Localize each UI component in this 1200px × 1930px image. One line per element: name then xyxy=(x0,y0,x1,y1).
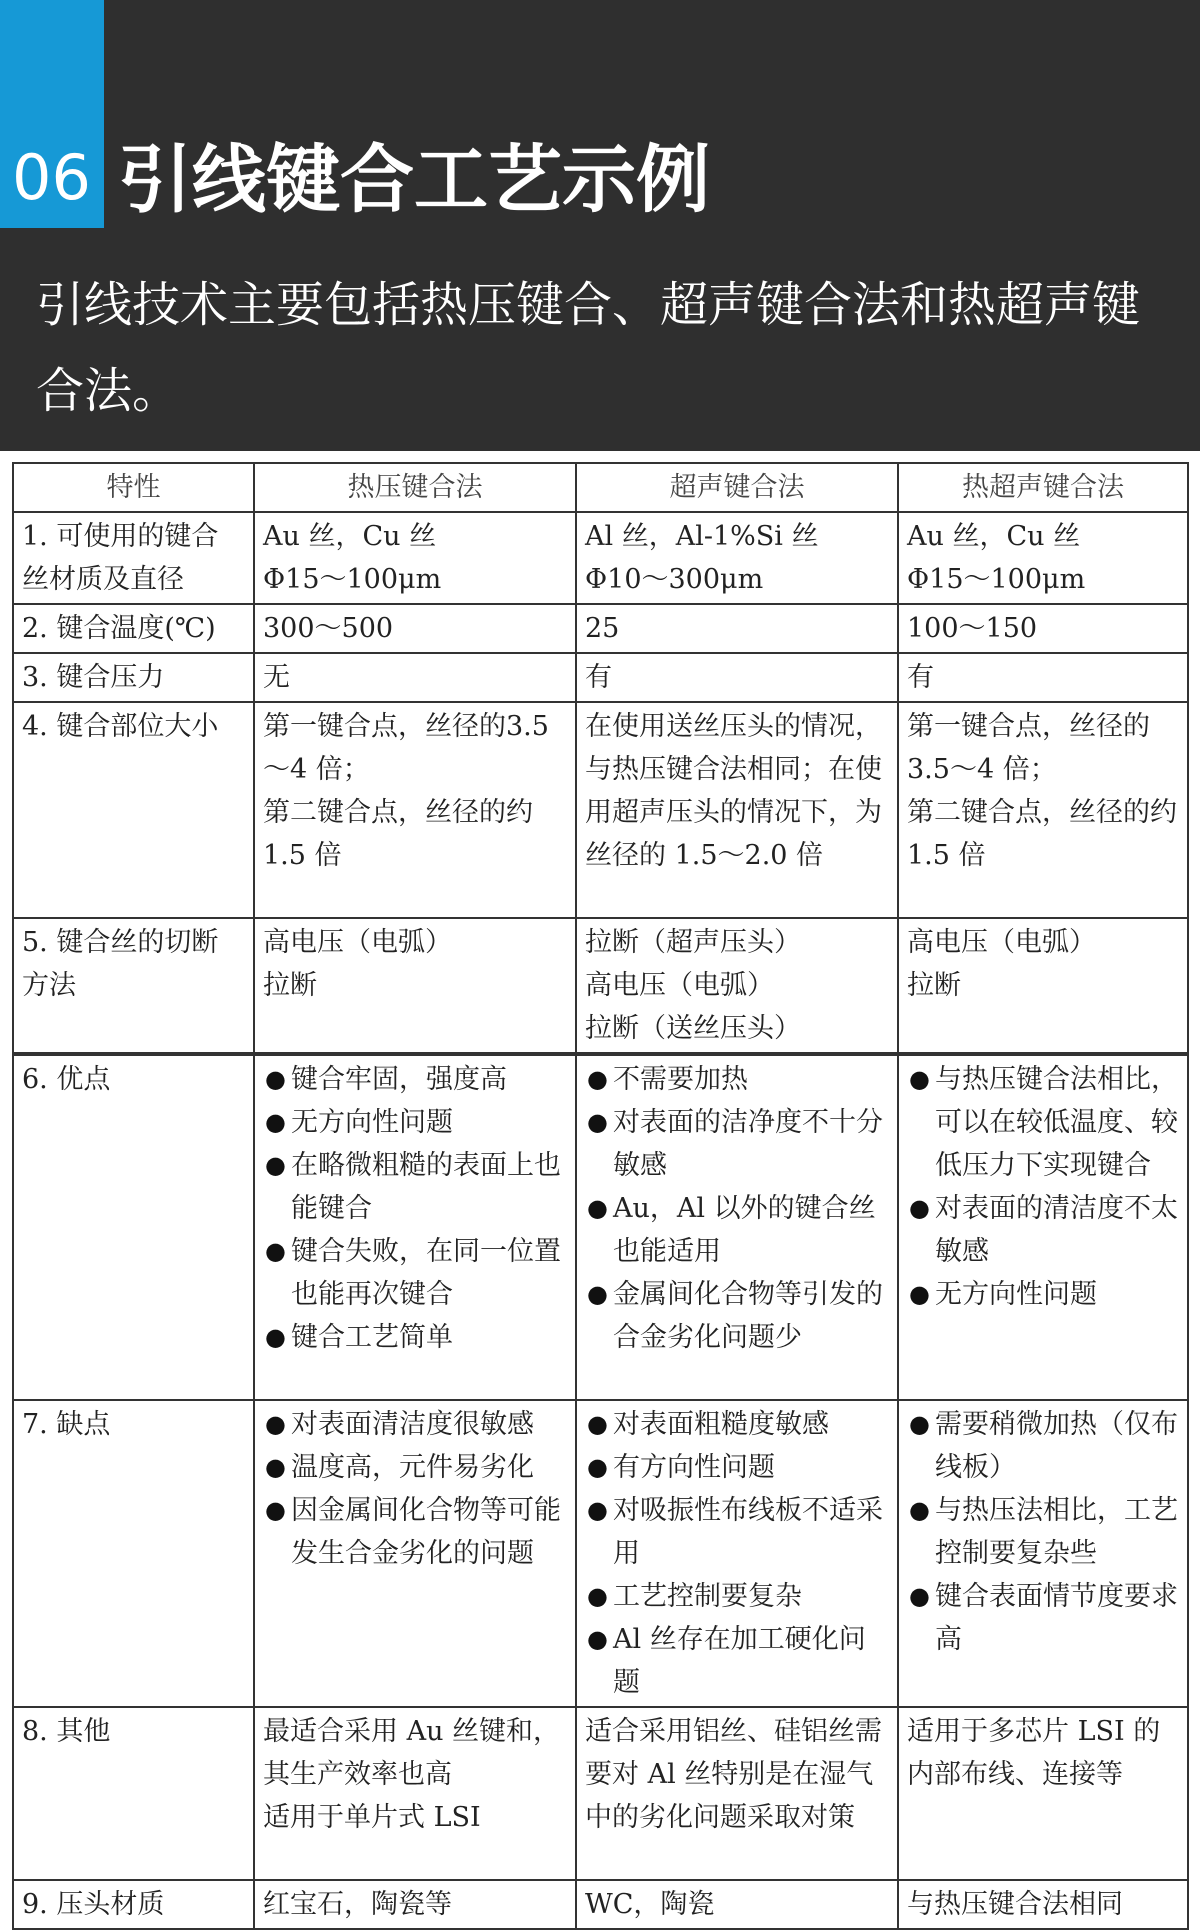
row-label: 4. 键合部位大小 xyxy=(13,702,254,918)
cell-thermosonic: 高电压（电弧） 拉断 xyxy=(898,918,1188,1054)
cell-thermocompression: 高电压（电弧） 拉断 xyxy=(254,918,576,1054)
cell-thermosonic: 有 xyxy=(898,653,1188,702)
list-item: ● Al 丝存在加工硬化问题 xyxy=(613,1618,889,1704)
cell-thermosonic: 第一键合点，丝径的3.5～4 倍； 第二键合点，丝径的约 1.5 倍 xyxy=(898,702,1188,918)
cell-thermocompression xyxy=(254,1400,576,1707)
row-label: 8. 其他 xyxy=(13,1707,254,1880)
list-item: ● 键合表面情节度要求高 xyxy=(935,1575,1179,1661)
cell-thermosonic xyxy=(898,1400,1188,1707)
header-cell-thermocompression: 热压键合法 xyxy=(254,463,576,512)
cell-thermosonic: 适用于多芯片 LSI 的内部布线、连接等 xyxy=(898,1707,1188,1880)
row-label: 9. 压头材质 xyxy=(13,1880,254,1929)
bullet-list xyxy=(263,1403,567,1575)
row-label: 6. 优点 xyxy=(13,1054,254,1400)
cell-thermocompression: 300～500 xyxy=(254,604,576,653)
table-row xyxy=(13,1880,1188,1929)
intro-text: 引线技术主要包括热压键合、超声键合法和热超声键合法。 xyxy=(36,277,1141,419)
cell-thermocompression: Au 丝，Cu 丝 Φ15～100μm xyxy=(254,512,576,604)
header-banner xyxy=(0,0,1200,451)
cell-ultrasonic: 拉断（超声压头） 高电压（电弧） 拉断（送丝压头） xyxy=(576,918,898,1054)
cell-thermosonic xyxy=(898,1054,1188,1400)
list-item: ● 在略微粗糙的表面上也能键合 xyxy=(291,1144,567,1230)
list-item: ● 因金属间化合物等可能发生合金劣化的问题 xyxy=(291,1489,567,1575)
cell-thermocompression: 最适合采用 Au 丝键和，其生产效率也高 适用于单片式 LSI xyxy=(254,1707,576,1880)
header-cell-property: 特性 xyxy=(13,463,254,512)
section-number-badge xyxy=(0,0,104,228)
row-label: 1. 可使用的键合丝材质及直径 xyxy=(13,512,254,604)
header-cell-thermosonic: 热超声键合法 xyxy=(898,463,1188,512)
bullet-list xyxy=(263,1058,567,1359)
row-label: 5. 键合丝的切断方法 xyxy=(13,918,254,1054)
list-item: ● 对表面粗糙度敏感 xyxy=(613,1403,889,1446)
cell-ultrasonic xyxy=(576,1400,898,1707)
list-item: ● 对表面的洁净度不十分敏感 xyxy=(613,1101,889,1187)
table-row xyxy=(13,1054,1188,1400)
cell-ultrasonic xyxy=(576,1054,898,1400)
cell-thermocompression: 第一键合点，丝径的3.5～4 倍； 第二键合点，丝径的约1.5 倍 xyxy=(254,702,576,918)
table-row xyxy=(13,918,1188,1054)
cell-ultrasonic: 在使用送丝压头的情况，与热压键合法相同；在使用超声压头的情况下，为丝径的 1.5～2.0 倍 xyxy=(576,702,898,918)
list-item: ● 需要稍微加热（仅布线板） xyxy=(935,1403,1179,1489)
cell-thermosonic: 与热压键合法相同 xyxy=(898,1880,1188,1929)
cell-thermocompression: 红宝石，陶瓷等 xyxy=(254,1880,576,1929)
section-number: 06 xyxy=(12,141,91,214)
list-item: ● 对吸振性布线板不适采用 xyxy=(613,1489,889,1575)
cell-thermocompression xyxy=(254,1054,576,1400)
page-title: 引线键合工艺示例 xyxy=(118,137,710,223)
table-header-row xyxy=(13,463,1188,512)
list-item: ● 工艺控制要复杂 xyxy=(613,1575,889,1618)
list-item: ● 无方向性问题 xyxy=(291,1101,567,1144)
list-item: ● 键合牢固，强度高 xyxy=(291,1058,567,1101)
list-item: ● Au，Al 以外的键合丝也能适用 xyxy=(613,1187,889,1273)
list-item: ● 键合失败，在同一位置也能再次键合 xyxy=(291,1230,567,1316)
list-item: ● 对表面的清洁度不太敏感 xyxy=(935,1187,1179,1273)
list-item: ● 对表面清洁度很敏感 xyxy=(291,1403,567,1446)
cell-ultrasonic: WC，陶瓷 xyxy=(576,1880,898,1929)
table-row xyxy=(13,702,1188,918)
cell-thermocompression: 无 xyxy=(254,653,576,702)
row-label: 7. 缺点 xyxy=(13,1400,254,1707)
row-label: 3. 键合压力 xyxy=(13,653,254,702)
comparison-table xyxy=(12,462,1189,1930)
list-item: ● 与热压法相比，工艺控制要复杂些 xyxy=(935,1489,1179,1575)
cell-ultrasonic: Al 丝，Al-1%Si 丝 Φ10～300μm xyxy=(576,512,898,604)
bullet-list xyxy=(907,1058,1179,1316)
list-item: ● 不需要加热 xyxy=(613,1058,889,1101)
table-row xyxy=(13,653,1188,702)
list-item: ● 金属间化合物等引发的合金劣化问题少 xyxy=(613,1273,889,1359)
bullet-list xyxy=(585,1058,889,1359)
bullet-list xyxy=(907,1403,1179,1661)
cell-ultrasonic: 适合采用铝丝、硅铝丝需要对 Al 丝特别是在湿气中的劣化问题采取对策 xyxy=(576,1707,898,1880)
table-row xyxy=(13,1400,1188,1707)
list-item: ● 有方向性问题 xyxy=(613,1446,889,1489)
row-label: 2. 键合温度(℃) xyxy=(13,604,254,653)
table-row xyxy=(13,1707,1188,1880)
cell-ultrasonic: 有 xyxy=(576,653,898,702)
bullet-list xyxy=(585,1403,889,1704)
list-item: ● 无方向性问题 xyxy=(935,1273,1179,1316)
list-item: ● 键合工艺简单 xyxy=(291,1316,567,1359)
header-cell-ultrasonic: 超声键合法 xyxy=(576,463,898,512)
table-row xyxy=(13,512,1188,604)
cell-ultrasonic: 25 xyxy=(576,604,898,653)
cell-thermosonic: 100～150 xyxy=(898,604,1188,653)
cell-thermosonic: Au 丝，Cu 丝 Φ15～100μm xyxy=(898,512,1188,604)
table-row xyxy=(13,604,1188,653)
list-item: ● 与热压键合法相比，可以在较低温度、较低压力下实现键合 xyxy=(935,1058,1179,1187)
list-item: ● 温度高，元件易劣化 xyxy=(291,1446,567,1489)
